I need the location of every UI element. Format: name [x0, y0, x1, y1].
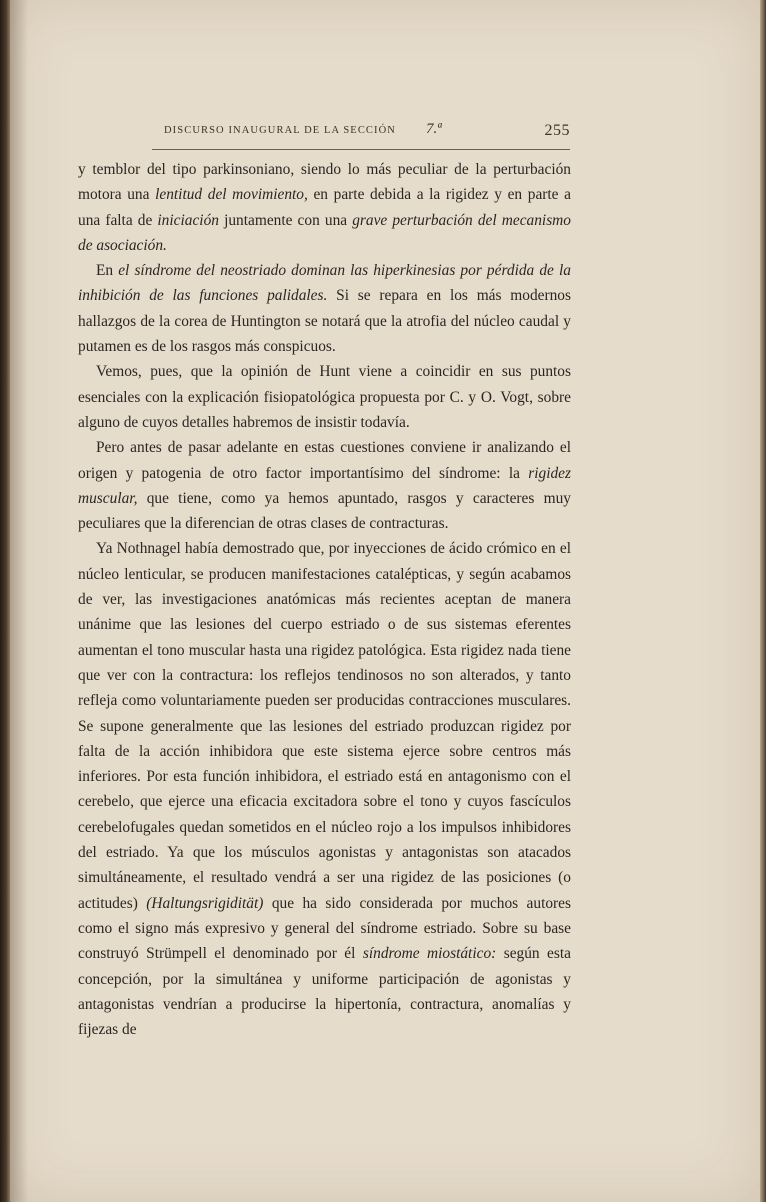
italic-text: el síndrome del neostriado dominan las hiperkinesias por pérdida de la inhibición de las funciones palidales.	[78, 262, 571, 305]
italic-text: síndrome miostático:	[362, 945, 497, 963]
paragraph-1	[78, 157, 571, 258]
page-right-edge	[760, 0, 766, 1202]
text-run: en parte debida a la rigidez y en parte a una falta de	[78, 186, 571, 229]
text-run: juntamente con una	[218, 211, 353, 229]
text-run: Ya Nothnagel había demostrado que, por inyecciones de ácido crómico en el núcleo lenticular, se producen manifestaciones catalépticas, y según acabamos de ver, las investigaciones anatómicas más recientes aceptan de manera unánime que las lesiones del cuerpo estriado o de sus sistemas eferentes aumentan el tono muscular hasta una rigidez patológica. Esta rigidez nada tiene que ver con la contractura: los reflejos tendinosos no son alterados, y tanto refleja como voluntariamente pueden ser producidas contracciones musculares. Se supone generalmente que las lesiones del estriado produzcan rigidez por falta de la acción inhibidora que este sistema ejerce sobre centros más inferiores. Por esta función inhibidora, el estriado está en antagonismo con el cerebelo, que ejerce una eficacia excitadora sobre el tono y cuyos fascículos cerebelofugales quedan sometidos en el núcleo rojo a los impulsos inhibidores del estriado. Ya que los músculos agonistas y antagonistas son atacados simultáneamente, el resultado vendrá a ser una rigidez de las posiciones (o actitudes)	[78, 540, 571, 912]
running-head	[152, 121, 572, 143]
text-run: según esta concepción, por la simultánea y uniforme participación de agonistas y antagonistas vendrían a producirse la hipertonía, contractura, anomalías y fijezas de	[78, 945, 571, 1039]
running-title: DISCURSO INAUGURAL DE LA SECCIÓN	[164, 125, 396, 136]
paragraph-2	[78, 258, 571, 359]
text-run: En	[96, 262, 119, 280]
italic-text: lentitud del movimiento,	[155, 186, 308, 204]
text-run: Si se repara en los más modernos hallazgos de la corea de Huntington se notará que la atrofia del núcleo caudal y putamen es de los rasgos más conspicuos.	[78, 287, 571, 356]
text-run: y temblor del tipo parkinsoniano, siendo lo más peculiar de la perturbación motora una	[78, 161, 571, 204]
italic-text: rigidez muscular,	[78, 464, 571, 507]
paragraph-5	[78, 536, 571, 1042]
text-run: que tiene, como ya hemos apuntado, rasgos y caracteres muy peculiares que la diferencian de otras clases de contracturas.	[78, 489, 571, 533]
italic-text: (Haltungsrigidität)	[146, 894, 264, 912]
text-run: que ha sido considerada por muchos autores como el signo más expresivo y general del síndrome estriado. Sobre su base construyó Strümpell el denominado por él	[78, 894, 572, 963]
paragraph-4	[78, 435, 571, 536]
page-fold-shadow	[10, 0, 28, 1202]
book-gutter	[0, 0, 10, 1202]
paragraph-3	[78, 359, 571, 435]
text-run: Pero antes de pasar adelante en estas cuestiones conviene ir analizando el origen y patogenia de otro factor importantísimo del síndrome: la	[78, 439, 571, 482]
italic-text: iniciación	[157, 211, 219, 229]
page-number: 255	[544, 122, 570, 139]
italic-text: grave perturbación del mecanismo de asociación.	[78, 211, 571, 254]
body-text	[78, 157, 571, 1042]
header-rule	[152, 149, 570, 150]
text-run: Vemos, pues, que la opinión de Hunt viene a coincidir en sus puntos esenciales con la explicación fisiopatológica propuesta por C. y O. Vogt, sobre alguno de cuyos detalles habremos de insistir todavía.	[78, 363, 571, 431]
section-number: 7.ª	[426, 121, 442, 137]
